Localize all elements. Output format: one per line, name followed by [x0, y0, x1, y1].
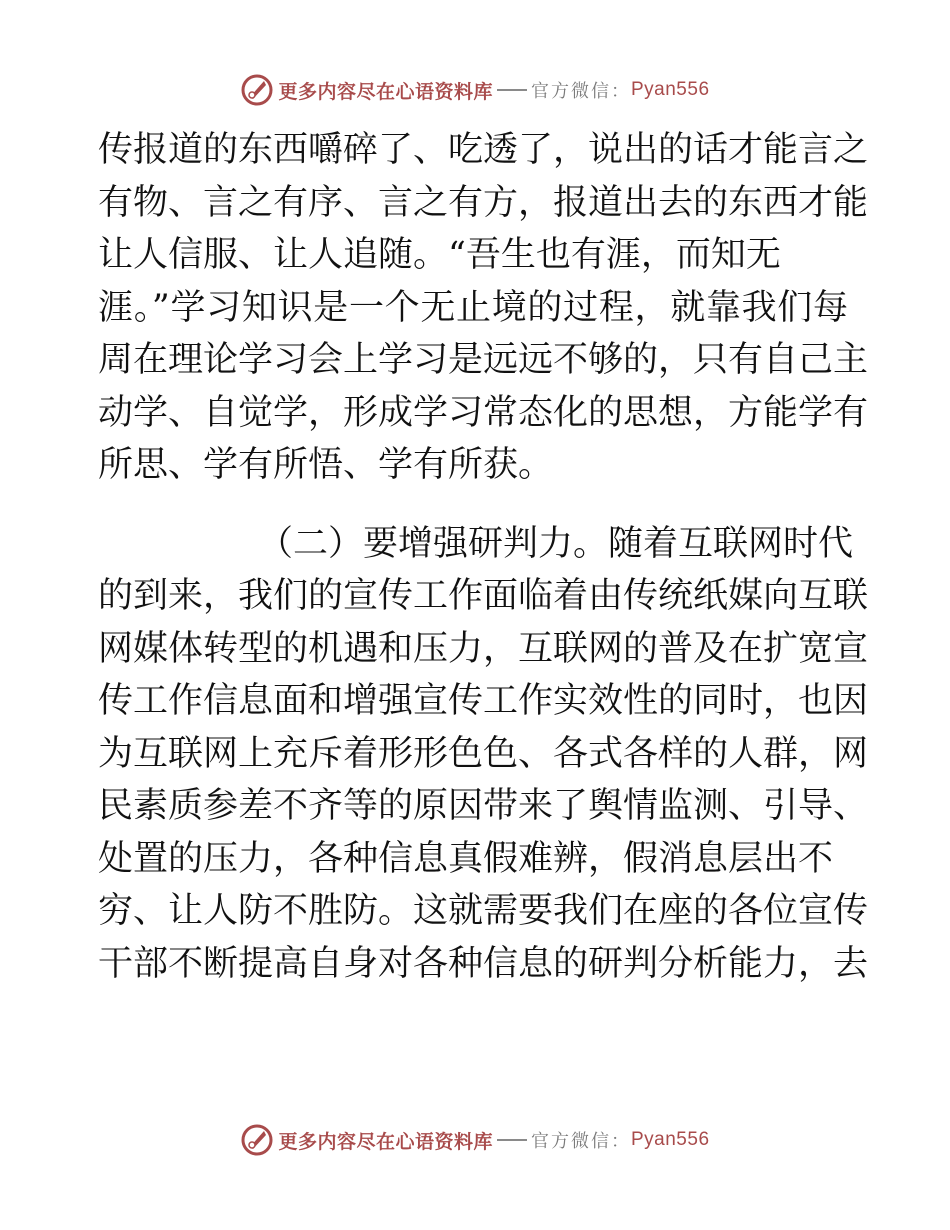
footer-banner	[0, 1120, 950, 1160]
paragraph-2	[98, 518, 869, 991]
text-line: 所思、学有所悟、学有所获。	[98, 445, 554, 485]
text-line: 干部不断提高自身对各种信息的研判分析能力，去	[98, 943, 869, 984]
quill-seal-icon	[240, 1123, 274, 1157]
banner-brand-text: 更多内容尽在心语资料库	[278, 1130, 493, 1153]
text-line: 传工作信息面和增强宣传工作实效性的同时，也因	[98, 681, 869, 721]
text-line: 处置的压力，各种信息真假难辨，假消息层出不	[98, 838, 834, 879]
text-line: 有物、言之有序、言之有方，报道出去的东西才能	[98, 182, 869, 223]
text-line: 周在理论学习会上学习是远远不够的，只有自己主	[98, 340, 869, 380]
banner-official-label: 官方微信：	[531, 81, 631, 102]
document-body	[98, 124, 869, 990]
banner-separator	[497, 89, 527, 91]
text-line: 动学、自觉学，形成学习常态化的思想，方能学有	[98, 392, 869, 433]
banner-brand-text: 更多内容尽在心语资料库	[278, 80, 493, 103]
paragraph-1	[98, 124, 869, 492]
text-line: 让人信服、让人追随。“吾生也有涯，而知无	[98, 235, 781, 275]
text-line: 民素质参差不齐等的原因带来了舆情监测、引导、	[98, 786, 869, 826]
text-line: 的到来，我们的宣传工作面临着由传统纸媒向互联	[98, 576, 869, 616]
section-heading-line: （二）要增强研判力。随着互联网时代	[258, 523, 854, 564]
banner-wechat-id: Pyan556	[631, 1129, 710, 1150]
text-line: 穷、让人防不胜防。这就需要我们在座的各位宣传	[98, 891, 869, 931]
header-banner	[0, 70, 950, 110]
banner-wechat-id: Pyan556	[631, 79, 710, 100]
quill-seal-icon	[240, 73, 274, 107]
text-line: 涯。”学习知识是一个无止境的过程，就靠我们每	[98, 287, 848, 328]
text-line: 为互联网上充斥着形形色色、各式各样的人群，网	[98, 733, 869, 774]
text-line: 传报道的东西嚼碎了、吃透了，说出的话才能言之	[98, 130, 869, 170]
banner-official-label: 官方微信：	[531, 1131, 631, 1152]
text-line: 网媒体转型的机遇和压力，互联网的普及在扩宽宣	[98, 628, 869, 669]
banner-separator	[497, 1139, 527, 1141]
